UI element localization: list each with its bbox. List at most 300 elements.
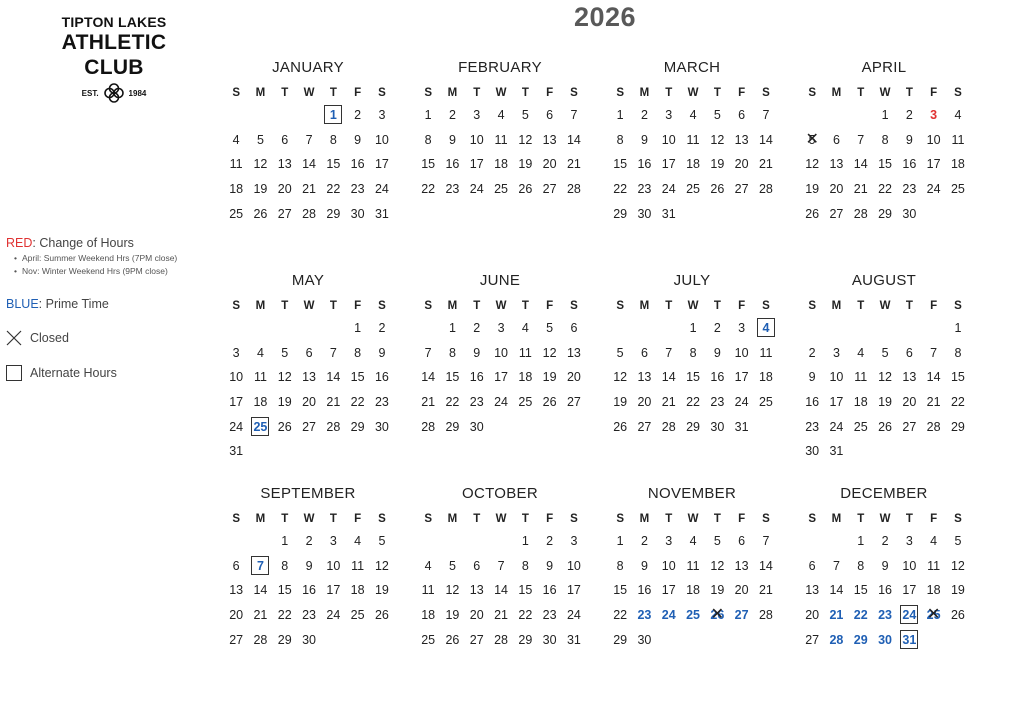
empty-day-cell (800, 529, 824, 554)
day-cell: 29 (878, 206, 892, 221)
day-cell: 22 (518, 608, 533, 623)
day-cell: 1 (616, 534, 624, 548)
month-name: MARCH (663, 59, 721, 76)
day-cell: 26 (805, 206, 820, 221)
empty-day-cell (297, 316, 321, 341)
month-name: APRIL (861, 59, 907, 76)
day-cell: 6 (473, 558, 481, 573)
day-cell: 25 (229, 206, 244, 221)
day-cell: 22 (326, 182, 341, 197)
weekday-header: F (930, 300, 938, 312)
day-cell: 29 (445, 419, 460, 434)
day-cell: 4 (754, 316, 778, 341)
day-cell: 11 (759, 345, 773, 360)
day-cell: 12 (277, 370, 292, 385)
day-cell: 8 (281, 558, 289, 573)
legend-blue-label: BLUE (6, 297, 39, 311)
closed-x-icon (6, 330, 22, 346)
empty-day-cell (416, 316, 440, 341)
empty-day-cell (921, 316, 945, 341)
weekday-header: F (354, 87, 362, 99)
day-cell: 15 (445, 370, 460, 385)
day-cell: 29 (613, 632, 628, 647)
day-cell: 8 (881, 132, 889, 147)
month-name: AUGUST (851, 272, 917, 289)
day-cell: 6 (232, 558, 240, 573)
day-cell: 25 (950, 182, 965, 197)
logo-established (30, 82, 198, 104)
weekday-header: S (424, 300, 432, 312)
legend-red-label: RED (6, 236, 33, 250)
empty-day-cell (440, 529, 464, 554)
weekday-header: S (378, 87, 386, 99)
day-cell: 16 (469, 370, 484, 385)
day-cell: 15 (518, 583, 533, 598)
day-cell: 13 (566, 345, 581, 360)
day-cell: 8 (521, 558, 529, 573)
day-cell: 28 (853, 206, 868, 221)
day-cell: 8 (448, 345, 456, 360)
weekday-header: M (639, 300, 650, 312)
day-cell: 11 (494, 132, 508, 147)
day-cell: 9 (473, 345, 481, 360)
day-cell: 18 (686, 583, 700, 598)
day-cell: 11 (351, 558, 365, 573)
day-cell: 3 (665, 108, 673, 122)
day-cell: 4 (954, 108, 962, 122)
day-cell: 30 (469, 419, 484, 434)
day-cell: 1 (881, 108, 889, 122)
day-cell: 30 (350, 206, 365, 221)
month-days-grid (224, 509, 392, 652)
day-cell: 23 (637, 182, 652, 197)
day-cell: 25 (758, 395, 773, 410)
day-cell: 21 (853, 182, 868, 197)
day-cell: 12 (805, 157, 820, 172)
month-march (608, 57, 776, 226)
day-cell: 20 (277, 182, 292, 197)
weekday-header: F (738, 300, 746, 312)
day-cell: 16 (710, 370, 725, 385)
day-cell: 23 (902, 182, 917, 197)
empty-day-cell (224, 529, 248, 554)
day-cell: 2 (713, 321, 721, 335)
month-name: NOVEMBER (647, 485, 737, 502)
day-cell: 6 (570, 321, 578, 335)
day-cell: 26 (542, 395, 557, 410)
day-cell: 4 (256, 345, 264, 360)
weekday-header: M (255, 300, 266, 312)
day-cell: 1 (857, 534, 865, 548)
day-cell: 12 (445, 583, 460, 598)
month-days-grid (416, 509, 584, 652)
day-cell: 5 (713, 534, 721, 548)
day-cell: 5 (521, 108, 529, 122)
day-cell: 13 (829, 157, 844, 172)
day-cell: 4 (689, 108, 697, 122)
day-cell: 5 (256, 132, 264, 147)
weekday-header: T (905, 300, 913, 312)
weekday-header: S (954, 513, 962, 525)
day-cell: 22 (421, 182, 436, 197)
day-cell: 14 (494, 583, 508, 598)
weekday-header: M (639, 87, 650, 99)
day-cell: 16 (878, 583, 892, 598)
weekday-header: S (232, 87, 240, 99)
empty-day-cell (897, 316, 921, 341)
day-cell: 7 (329, 345, 337, 360)
day-cell: 30 (805, 444, 820, 459)
day-cell: 12 (710, 558, 725, 573)
day-cell: 14 (926, 370, 941, 385)
day-cell: 23 (445, 182, 460, 197)
day-cell: 15 (326, 157, 341, 172)
day-cell: 4 (232, 132, 240, 147)
weekday-header: W (303, 87, 315, 99)
weekday-header: W (879, 87, 891, 99)
empty-day-cell (800, 103, 824, 128)
day-cell: 22 (613, 608, 628, 623)
day-cell: 6 (738, 108, 746, 122)
weekday-header: F (738, 513, 746, 525)
month-february (416, 57, 584, 202)
day-cell: 4 (424, 558, 432, 573)
empty-day-cell (608, 316, 632, 341)
weekday-header: T (329, 513, 337, 525)
day-cell: 29 (326, 206, 341, 221)
weekday-header: S (762, 87, 770, 99)
day-cell: 30 (542, 632, 557, 647)
day-cell: 8 (689, 345, 697, 360)
day-cell: 16 (302, 583, 316, 598)
day-cell: 5 (954, 534, 962, 548)
day-cell: 23 (374, 395, 389, 410)
weekday-header: W (495, 300, 507, 312)
day-cell: 10 (374, 132, 389, 147)
empty-day-cell (273, 316, 297, 341)
day-cell: 12 (374, 558, 389, 573)
day-cell: 3 (232, 345, 240, 360)
day-cell: 11 (854, 370, 868, 385)
day-cell: 2 (473, 321, 481, 335)
day-cell: 17 (734, 370, 749, 385)
day-cell: 10 (326, 558, 341, 573)
day-cell: 28 (566, 182, 581, 197)
day-cell: 24 (897, 603, 921, 628)
day-cell: 27 (734, 182, 749, 197)
day-cell: 21 (661, 395, 676, 410)
day-cell: 13 (805, 583, 820, 598)
day-cell: 18 (926, 583, 941, 598)
day-cell: 12 (613, 370, 628, 385)
weekday-header: M (447, 300, 458, 312)
weekday-header: W (303, 300, 315, 312)
day-cell: 2 (640, 108, 648, 122)
day-cell: 3 (905, 534, 913, 548)
day-cell: 1 (424, 108, 432, 122)
day-cell: 8 (329, 132, 337, 147)
day-cell: 5 (713, 108, 721, 122)
day-cell: 18 (950, 157, 965, 172)
day-cell: 19 (253, 182, 268, 197)
month-december (800, 483, 968, 652)
day-cell: 9 (905, 132, 913, 147)
day-cell: 25 (686, 608, 700, 623)
empty-day-cell (465, 529, 489, 554)
day-cell: 8 (424, 132, 432, 147)
day-cell: 30 (878, 632, 892, 647)
day-cell: 20 (566, 370, 581, 385)
day-cell: 28 (661, 419, 676, 434)
day-cell: 22 (878, 182, 892, 197)
day-cell: 11 (253, 370, 267, 385)
day-cell: 19 (613, 395, 628, 410)
day-cell: 3 (473, 108, 481, 122)
empty-day-cell (849, 103, 873, 128)
weekday-header: S (808, 87, 816, 99)
day-cell: 27 (734, 608, 749, 623)
day-cell: 5 (281, 345, 289, 360)
alternate-hours-box-icon (6, 365, 22, 381)
day-cell: 14 (253, 583, 268, 598)
day-cell: 16 (902, 157, 917, 172)
day-cell: 18 (494, 157, 508, 172)
day-cell: 27 (902, 419, 917, 434)
weekday-header: T (329, 87, 337, 99)
day-cell: 5 (378, 534, 386, 548)
day-cell: 9 (354, 132, 362, 147)
weekday-header: W (879, 300, 891, 312)
day-cell: 27 (469, 632, 484, 647)
weekday-header: T (857, 513, 865, 525)
weekday-header: S (616, 87, 624, 99)
legend-prime-time (6, 297, 109, 311)
day-cell: 6 (738, 534, 746, 548)
day-cell: 8 (857, 558, 865, 573)
day-cell: 10 (494, 345, 508, 360)
celtic-knot-icon (103, 82, 125, 104)
day-cell: 20 (302, 395, 316, 410)
logo-line-1: TIPTON LAKES (61, 14, 167, 30)
day-cell: 1 (521, 534, 529, 548)
day-cell: 13 (542, 132, 557, 147)
month-days-grid (224, 296, 392, 464)
day-cell: 19 (542, 370, 557, 385)
day-cell: 28 (421, 419, 436, 434)
weekday-header: S (570, 300, 578, 312)
day-cell: 25 (494, 182, 508, 197)
day-cell: 22 (950, 395, 965, 410)
weekday-header: F (930, 87, 938, 99)
day-cell: 2 (305, 534, 313, 548)
day-cell: 21 (758, 157, 773, 172)
day-cell: 28 (302, 206, 316, 221)
day-cell: 22 (613, 182, 628, 197)
day-cell: 22 (277, 608, 292, 623)
day-cell: 9 (881, 558, 889, 573)
day-cell: 15 (686, 370, 700, 385)
day-cell: 30 (637, 206, 652, 221)
day-cell: 7 (857, 132, 865, 147)
day-cell: 21 (829, 608, 844, 623)
day-cell: 13 (734, 132, 749, 147)
weekday-header: S (616, 513, 624, 525)
day-cell: 23 (637, 608, 652, 623)
month-june (416, 270, 584, 439)
month-name: JUNE (479, 272, 521, 289)
day-cell: 1 (616, 108, 624, 122)
month-days-grid (608, 83, 776, 226)
month-name: OCTOBER (461, 485, 538, 502)
empty-day-cell (224, 103, 248, 128)
weekday-header: W (687, 87, 699, 99)
day-cell: 2 (354, 108, 362, 122)
day-cell: 22 (853, 608, 868, 623)
day-cell: 4 (521, 321, 529, 335)
weekday-header: S (232, 300, 240, 312)
day-cell: 16 (637, 583, 652, 598)
weekday-header: T (281, 87, 289, 99)
day-cell: 17 (229, 395, 244, 410)
day-cell: 19 (878, 395, 892, 410)
day-cell: 15 (950, 370, 965, 385)
day-cell: 25 (350, 608, 365, 623)
day-cell: 28 (326, 419, 341, 434)
weekday-header: S (616, 300, 624, 312)
day-cell: 28 (758, 182, 773, 197)
weekday-header: T (713, 300, 721, 312)
day-cell: 14 (302, 157, 316, 172)
day-cell: 27 (229, 632, 244, 647)
day-cell: 17 (902, 583, 917, 598)
day-cell: 7 (930, 345, 938, 360)
empty-day-cell (873, 316, 897, 341)
day-cell: 5 (616, 345, 624, 360)
legend-note-april: • April: Summer Weekend Hrs (7PM close) (22, 253, 177, 263)
day-cell: 11 (927, 558, 941, 573)
day-cell: 27 (277, 206, 292, 221)
day-cell: 23 (710, 395, 725, 410)
day-cell: 19 (950, 583, 965, 598)
day-cell: 15 (421, 157, 436, 172)
day-cell: 23 (469, 395, 484, 410)
day-cell: 3 (832, 345, 840, 360)
day-cell: 17 (494, 370, 508, 385)
legend-red-text: : Change of Hours (32, 236, 134, 250)
month-name: JULY (673, 272, 711, 289)
day-cell: 17 (661, 583, 676, 598)
weekday-header: T (521, 300, 529, 312)
day-cell: 10 (661, 132, 676, 147)
day-cell: 15 (613, 157, 628, 172)
day-cell: 29 (853, 632, 868, 647)
day-cell: 24 (661, 182, 676, 197)
day-cell: 16 (637, 157, 652, 172)
empty-day-cell (632, 316, 656, 341)
day-cell: 26 (950, 608, 965, 623)
empty-day-cell (800, 316, 824, 341)
day-cell: 17 (374, 157, 389, 172)
day-cell: 24 (566, 608, 581, 623)
day-cell: 6 (281, 132, 289, 147)
logo-line-2: ATHLETIC CLUB (61, 31, 167, 79)
day-cell: 19 (805, 182, 820, 197)
day-cell: 3 (570, 534, 578, 548)
day-cell: 26 (878, 419, 892, 434)
day-cell: 20 (734, 583, 749, 598)
day-cell: 19 (518, 157, 533, 172)
day-cell: 7 (570, 108, 578, 122)
day-cell: 31 (897, 628, 921, 653)
day-cell: 17 (829, 395, 844, 410)
weekday-header: F (546, 513, 554, 525)
day-cell: 5 (546, 321, 554, 335)
day-cell: 31 (829, 444, 844, 459)
day-cell: 10 (566, 558, 581, 573)
day-cell: 17 (926, 157, 941, 172)
weekday-header: S (424, 87, 432, 99)
day-cell: 9 (640, 132, 648, 147)
day-cell: 25 (421, 632, 436, 647)
day-cell: 17 (469, 157, 484, 172)
day-cell: 12 (253, 157, 268, 172)
legend-closed: Closed (30, 331, 69, 345)
day-cell: 16 (445, 157, 460, 172)
day-cell: 10 (469, 132, 484, 147)
day-cell: 19 (710, 583, 725, 598)
day-cell: 1 (954, 321, 962, 335)
day-cell: 31 (661, 206, 676, 221)
day-cell: 26 (277, 419, 292, 434)
day-cell: 3 (378, 108, 386, 122)
day-cell: 11 (686, 132, 700, 147)
empty-day-cell (657, 316, 681, 341)
day-cell: 6 (305, 345, 313, 360)
weekday-header: S (378, 513, 386, 525)
day-cell: 15 (878, 157, 892, 172)
day-cell: 14 (326, 370, 341, 385)
weekday-header: F (546, 300, 554, 312)
day-cell: 14 (566, 132, 581, 147)
day-cell: 27 (829, 206, 844, 221)
day-cell: 6 (832, 132, 840, 147)
day-cell: 23 (350, 182, 365, 197)
day-cell: 9 (640, 558, 648, 573)
day-cell: 10 (734, 345, 749, 360)
day-cell: 21 (758, 583, 773, 598)
day-cell: 3 (930, 108, 938, 122)
weekday-header: W (303, 513, 315, 525)
day-cell: 20 (542, 157, 557, 172)
weekday-header: F (354, 300, 362, 312)
day-cell: 8 (616, 558, 624, 573)
day-cell: 13 (277, 157, 292, 172)
day-cell: 26 (518, 182, 533, 197)
day-cell: 18 (253, 395, 268, 410)
day-cell: 15 (350, 370, 365, 385)
weekday-header: T (665, 513, 673, 525)
empty-day-cell (297, 103, 321, 128)
day-cell: 4 (857, 345, 865, 360)
empty-day-cell (273, 103, 297, 128)
day-cell: 4 (689, 534, 697, 548)
day-cell: 25 (686, 182, 700, 197)
legend-note-nov: • Nov: Winter Weekend Hrs (9PM close) (22, 266, 168, 276)
day-cell: 8 (954, 345, 962, 360)
legend-change-of-hours (6, 236, 134, 250)
day-cell: 20 (637, 395, 652, 410)
day-cell: 7 (497, 558, 505, 573)
